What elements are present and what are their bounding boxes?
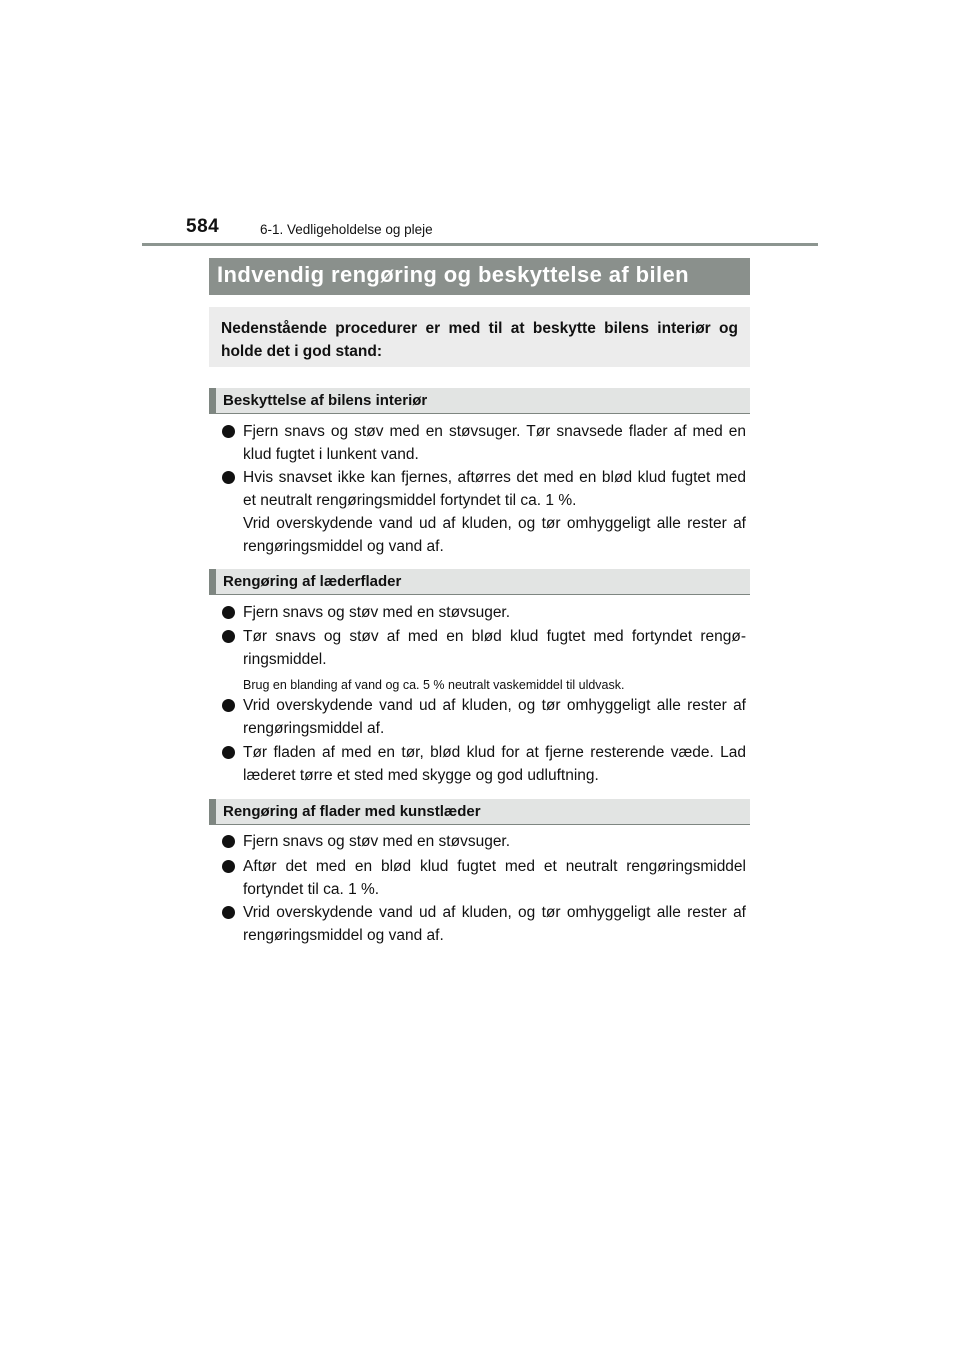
bullet-icon: [222, 699, 235, 712]
section-accent: [209, 799, 216, 824]
page-number: 584: [186, 216, 220, 237]
list-item-continuation: Vrid overskydende vand ud af kluden, og tør omhyggeligt alle rester af rengøringsmiddel og vand af.: [243, 515, 746, 555]
bullet-icon: [222, 471, 235, 484]
page-title-bar: [209, 258, 750, 295]
list-item-text: Tør fladen af med en tør, blød klud for at fjerne resterende væde. Lad læderet tørre et sted med skygge og god udluftning.: [243, 744, 746, 784]
intro-text: Nedenstående procedurer er med til at beskytte bilens interiør og holde det i god stand:: [221, 320, 738, 360]
list-item: [222, 625, 746, 671]
list-item-text: Fjern snavs og støv med en støvsuger.: [243, 833, 511, 850]
header-divider: [142, 243, 818, 246]
page-title: Indvendig rengøring og beskyttelse af bilen: [217, 262, 689, 287]
list-item-text: Hvis snavset ikke kan fjernes, aftørres det med en blød klud fugtet med et neutralt rengøringsmiddel fortyndet til ca. 1 %.: [243, 469, 746, 509]
section-heading-text: Rengøring af flader med kunstlæder: [223, 803, 481, 820]
section-heading-interior: [209, 388, 750, 414]
section-accent: [209, 569, 216, 594]
list-item-text: Fjern snavs og støv med en støvsuger.: [243, 604, 511, 621]
bullet-icon: [222, 606, 235, 619]
note-text: Brug en blanding af vand og ca. 5 % neutralt vaskemiddel til uldvask.: [243, 678, 625, 692]
intro-box: [209, 307, 750, 367]
section-reference: 6-1. Vedligeholdelse og pleje: [260, 222, 433, 237]
list-item: [222, 855, 746, 901]
list-item: [222, 420, 746, 466]
bullet-icon: [222, 630, 235, 643]
list-item: [222, 901, 746, 947]
bullet-icon: [222, 425, 235, 438]
list-item: [222, 694, 746, 740]
bullet-icon: [222, 746, 235, 759]
bullet-icon: [222, 835, 235, 848]
list-item-text: Vrid overskydende vand ud af kluden, og tør omhyggeligt alle rester af rengøringsmiddel og vand af.: [243, 904, 746, 944]
bullet-icon: [222, 906, 235, 919]
list-item-text: Vrid overskydende vand ud af kluden, og tør omhyggeligt alle rester af rengøringsmiddel af.: [243, 697, 746, 737]
list-item: [222, 741, 746, 787]
list-item-text: Tør snavs og støv af med en blød klud fugtet med fortyndet rengø-ringsmiddel.: [243, 628, 746, 668]
bullet-icon: [222, 860, 235, 873]
list-item: [222, 830, 746, 853]
list-item-text: Fjern snavs og støv med en støvsuger. Tør snavsede flader af med en klud fugtet i lunkent vand.: [243, 423, 746, 463]
list-item: [222, 601, 746, 624]
section-accent: [209, 388, 216, 413]
section-heading-text: Rengøring af læderflader: [223, 573, 402, 590]
list-item: [222, 466, 746, 558]
section-heading-synthetic-leather: [209, 799, 750, 825]
list-item-text: Aftør det med en blød klud fugtet med et neutralt rengøringsmiddel fortyndet til ca. 1 %.: [243, 858, 746, 898]
section-heading-leather: [209, 569, 750, 595]
section-heading-text: Beskyttelse af bilens interiør: [223, 392, 428, 409]
